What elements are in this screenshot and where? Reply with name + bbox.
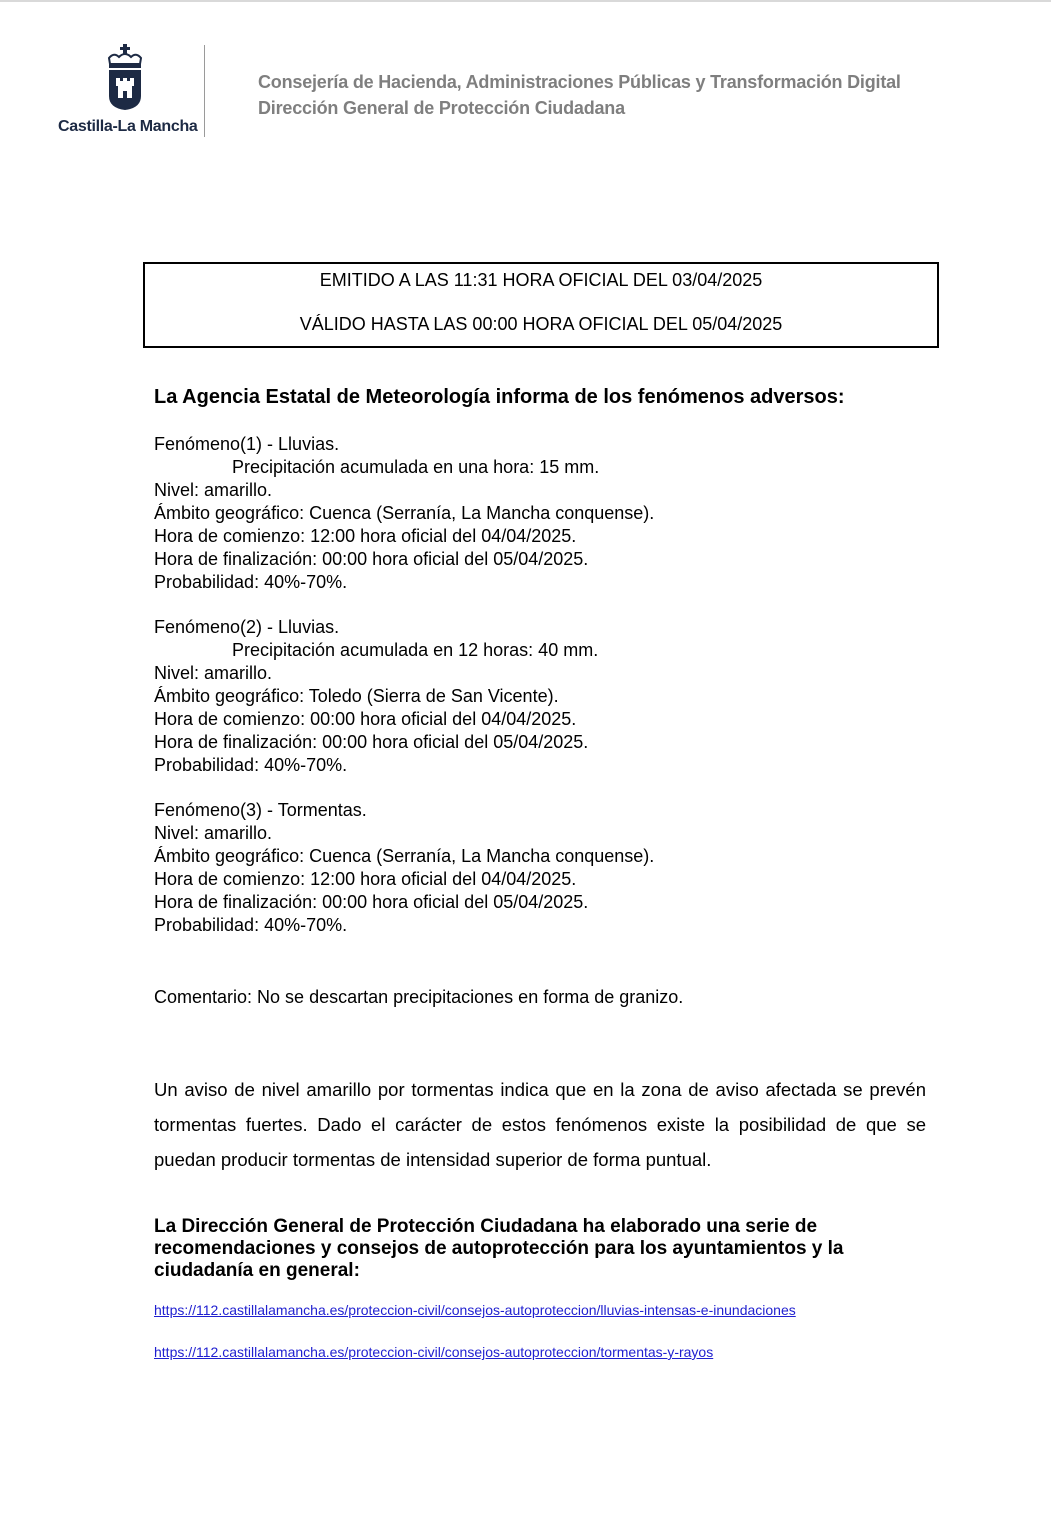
phenomenon-detail: Precipitación acumulada en una hora: 15 mm. [232, 457, 600, 477]
storm-warning-paragraph: Un aviso de nivel amarillo por tormentas indica que en la zona de aviso afectada se prevén tormentas fuertes. Dado el carácter de estos fenómenos existe la posibilidad de que se puedan producir tormentas de intensidad superior de forma puntual. [154, 1079, 926, 1170]
phenomenon-title: Fenómeno(1) - Lluvias. [154, 434, 340, 454]
phenomenon-probability: Probabilidad: 40%-70%. [154, 915, 348, 935]
phenomenon-end: Hora de finalización: 00:00 hora oficial del 05/04/2025. [154, 892, 589, 912]
phenomenon-scope: Ámbito geográfico: Cuenca (Serranía, La Mancha conquense). [154, 846, 655, 866]
phenomenon-3 [154, 799, 654, 937]
phenomenon-end: Hora de finalización: 00:00 hora oficial del 05/04/2025. [154, 732, 589, 752]
comment: Comentario: No se descartan precipitaciones en forma de granizo. [154, 987, 684, 1007]
phenomenon-probability: Probabilidad: 40%-70%. [154, 572, 348, 592]
department-block [258, 69, 901, 121]
header-divider [204, 45, 205, 137]
phenomenon-end: Hora de finalización: 00:00 hora oficial del 05/04/2025. [154, 549, 589, 569]
link-tormentas-rayos[interactable]: https://112.castillalamancha.es/proteccion-civil/consejos-autoproteccion/tormentas-y-rayos [154, 1344, 714, 1360]
emission-box [143, 262, 939, 348]
page-top-border [0, 0, 1051, 2]
coat-of-arms-icon [106, 44, 144, 112]
issued-time: EMITIDO A LAS 11:31 HORA OFICIAL DEL 03/04/2025 [319, 270, 763, 290]
phenomenon-level: Nivel: amarillo. [154, 480, 273, 500]
valid-until-time: VÁLIDO HASTA LAS 00:00 HORA OFICIAL DEL 05/04/2025 [299, 314, 783, 334]
department-line-2: Dirección General de Protección Ciudadana [258, 98, 625, 118]
phenomenon-scope: Ámbito geográfico: Cuenca (Serranía, La Mancha conquense). [154, 503, 655, 523]
phenomenon-detail: Precipitación acumulada en 12 horas: 40 mm. [232, 640, 599, 660]
castilla-la-mancha-logo [58, 44, 198, 136]
phenomenon-start: Hora de comienzo: 00:00 hora oficial del 04/04/2025. [154, 709, 577, 729]
phenomenon-level: Nivel: amarillo. [154, 663, 273, 683]
logo-text: Castilla-La Mancha [58, 118, 198, 135]
phenomenon-level: Nivel: amarillo. [154, 823, 273, 843]
link-lluvias-intensas[interactable]: https://112.castillalamancha.es/proteccion-civil/consejos-autoproteccion/lluvias-intensas-e-inundaciones [154, 1302, 796, 1318]
recommendations-heading: La Dirección General de Protección Ciudadana ha elaborado una serie de recomendaciones y consejos de autoprotección para los ayuntamientos y la ciudadanía en general: [154, 1216, 844, 1281]
phenomenon-start: Hora de comienzo: 12:00 hora oficial del 04/04/2025. [154, 869, 577, 889]
aemet-intro-heading: La Agencia Estatal de Meteorología informa de los fenómenos adversos: [154, 386, 845, 408]
phenomenon-title: Fenómeno(3) - Tormentas. [154, 800, 367, 820]
phenomenon-title: Fenómeno(2) - Lluvias. [154, 617, 340, 637]
phenomenon-2 [154, 616, 598, 777]
department-line-1: Consejería de Hacienda, Administraciones Públicas y Transformación Digital [258, 72, 901, 92]
phenomenon-probability: Probabilidad: 40%-70%. [154, 755, 348, 775]
phenomenon-1 [154, 433, 654, 594]
phenomenon-scope: Ámbito geográfico: Toledo (Sierra de San Vicente). [154, 686, 559, 706]
phenomenon-start: Hora de comienzo: 12:00 hora oficial del 04/04/2025. [154, 526, 577, 546]
